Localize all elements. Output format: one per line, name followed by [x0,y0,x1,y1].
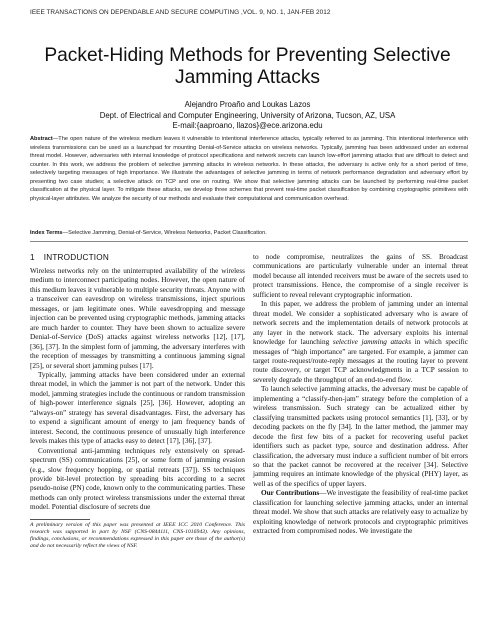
intro-paragraph-6: To launch selective jamming attacks, the adversary must be capable of implementing a “classify-then-jam” strategy before the completion of a wireless transmission. Such strategy can be actualized either by classifying transmitted packets using protocol semantics [1], [33], or by decoding packets on the fly [34]. In the latter method, the jammer may decode the first few bits of a packet for recovering useful packet identifiers such as packet type, source and destination address. After classification, the adversary must induce a sufficient number of bit errors so that the packet cannot be recovered at the receiver [34]. Selective jamming requires an intimate knowledge of the physical (PHY) layer, as well as of the specifics of upper layers. [253,385,468,488]
author-email: E-mail:{aaproano, llazos}@ece.arizona.edu [172,121,323,131]
title-line-1: Packet-Hiding Methods for Preventing Selective [44,45,451,66]
section-heading [30,253,245,263]
running-head: IEEE TRANSACTIONS ON DEPENDABLE AND SECURE COMPUTING ,VOL. 9, NO. 1, JAN-FEB 2012 [30,9,331,16]
paper-title [40,45,455,89]
emphasis-selective-jamming: selective jamming attacks [332,338,412,347]
index-terms [30,229,468,237]
contributions-label: Our Contributions [261,489,320,498]
index-terms-label: Index Terms [30,230,63,236]
intro-paragraph-1: Wireless networks rely on the uninterrupted availability of the wireless medium to interconnect participating nodes. However, the open nature of this medium leaves it vulnerable to multiple security threats. Anyone with a transceiver can eavesdrop on wireless transmissions, inject spurious messages, or jam legitimate ones. While eavesdropping and message injection can be prevented using cryptographic methods, jamming attacks are much harder to counter. They have been shown to actualize severe Denial-of-Service (DoS) attacks against wireless networks [12], [17], [36], [37]. In the simplest form of jamming, the adversary interferes with the reception of messages by transmitting a continuous jamming signal [25], or several short jamming pulses [17]. [30,267,245,370]
author-names: Alejandro Proaño and Loukas Lazos [184,100,311,109]
abstract [30,135,468,203]
footnote-divider [30,519,90,520]
left-column [30,253,245,551]
paragraph-5-start: In this paper, we address the problem of jamming under an internal threat model. We consider a sophisticated adversary who is aware of network secrets and the implementation details of network protocols at any layer in the network stack. The adversary exploits his internal knowledge for launching [253,300,468,347]
author-affiliation: Dept. of Electrical and Computer Engineering, University of Arizona, Tucson, AZ, USA [99,110,396,120]
index-terms-text: —Selective Jamming, Denial-of-Service, Wireless Networks, Packet Classification. [62,230,267,236]
author-block [40,100,455,132]
header-divider [30,241,468,242]
footnote: A preliminary version of this paper was presented at IEEE ICC 2010 Conference. This research was supported in part by NSF (CNS-0844111, CNS-1016943). Any opinions, findings, conclusions, or recommendations expressed in this paper are those of the author(s) and do not necessarily reflect the views of NSF. [30,521,245,550]
right-column [253,253,468,537]
title-line-2: Jamming Attacks [174,67,321,88]
intro-paragraph-5 [253,300,468,385]
contributions-paragraph [253,489,468,536]
intro-paragraph-3: Conventional anti-jamming techniques rely extensively on spread-spectrum (SS) communications [25], or some form of jamming evasion (e.g., slow frequency hopping, or spatial retreats [37]). SS techniques provide bit-level protection by spreading bits according to a secret pseudo-noise (PN) code, known only to the communicating parties. These methods can only protect wireless transmissions under the external threat model. Potential disclosure of secrets due [30,446,245,512]
intro-paragraph-2: Typically, jamming attacks have been considered under an external threat model, in which the jammer is not part of the network. Under this model, jamming strategies include the continuous or random transmission of high-power interference signals [25], [36]. However, adopting an “always-on” strategy has several disadvantages. First, the adversary has to expend a significant amount of energy to jam frequency bands of interest. Second, the continuous presence of unusually high interference levels makes this type of attacks easy to detect [17], [36], [37]. [30,370,245,446]
intro-paragraph-4: to node compromise, neutralizes the gains of SS. Broadcast communications are particularly vulnerable under an internal threat model because all intended receivers must be aware of the secrets used to protect transmissions. Hence, the compromise of a single receiver is sufficient to reveal relevant cryptographic information. [253,253,468,299]
section-number: 1 [30,253,35,262]
contributions-text: —We investigate the feasibility of real-time packet classification for launching selective jamming attacks, under an internal threat model. We show that such attacks are relatively easy to actualize by exploiting knowledge of network protocols and cryptographic primitives extracted from compromised nodes. We investigate the [253,489,468,536]
section-title: INTRODUCTION [43,253,109,262]
abstract-text: —The open nature of the wireless medium leaves it vulnerable to intentional interference attacks, typically referred to as jamming. This intentional interference with wireless transmissions can be used as a launchpad for mounting Denial-of-Service attacks on wireless networks. Typically, jamming has been addressed under an external threat model. However, adversaries with internal knowledge of protocol specifications and network secrets can launch low-effort jamming attacks that are difficult to detect and counter. In this work, we address the problem of selective jamming attacks in wireless networks. In these attacks, the adversary is active only for a short period of time, selectively targeting messages of high importance. We illustrate the advantages of selective jamming in terms of network performance degradation and adversary effort by presenting two case studies; a selective attack on TCP and one on routing. We show that selective jamming attacks can be launched by performing real-time packet classification at the physical layer. To mitigate these attacks, we develop three schemes that prevent real-time packet classification by combining cryptographic primitives with physical-layer attributes. We analyze the security of our methods and evaluate their computational and communication overhead. [30,136,468,202]
paragraph-5-end: in which specific messages of “high importance” are targeted. For example, a jammer can target route-request/route-reply messages at the routing layer to prevent route discovery, or target TCP acknowledgments in a TCP session to severely degrade the throughput of an end-to-end flow. [253,338,469,384]
abstract-label: Abstract [30,136,53,142]
